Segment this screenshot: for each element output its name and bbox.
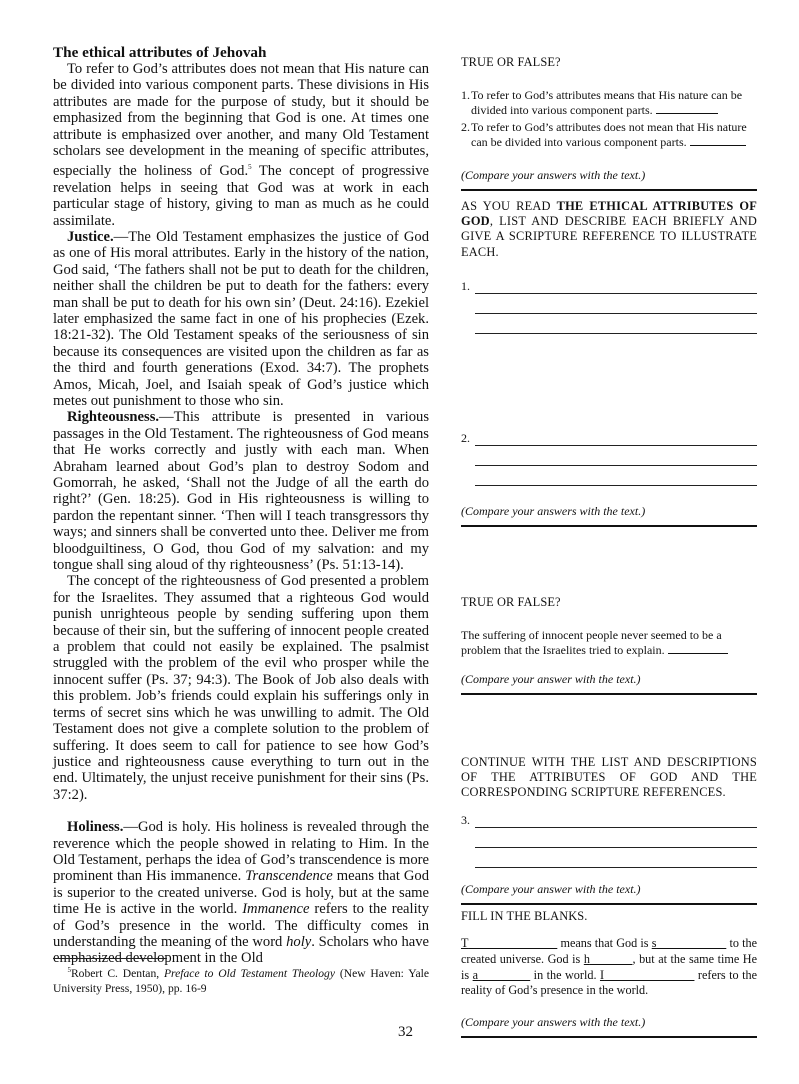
true-false-title: TRUE OR FALSE? <box>461 594 561 609</box>
fill-text: means that God is <box>557 936 652 951</box>
answer-number: 3. <box>461 813 470 828</box>
item-text: To refer to God’s attributes does not mean that His nature can be divided into various component parts. <box>471 120 747 149</box>
blank-hint: I <box>599 967 605 982</box>
holiness-text: . Scholars who have emphasized development in the Old <box>53 933 429 967</box>
answer-line[interactable] <box>461 314 757 334</box>
compare-note: (Compare your answers with the text.) <box>461 503 646 518</box>
holiness-text: refers to the reality of God’s presence in the world. The difficulty comes in understanding the meaning of the word <box>53 901 429 950</box>
instr-bold: THE ETHICAL ATTRIBUTES OF GOD <box>461 199 757 229</box>
item-text: To refer to God’s attributes means that His nature can be divided into various component parts. <box>471 88 743 117</box>
footnote-publication: (New Haven: Yale University Press, 1950), pp. 16-9 <box>53 966 429 995</box>
holiness-paragraph <box>53 819 429 967</box>
answer-line[interactable] <box>461 274 757 294</box>
answer-number: 1. <box>461 278 470 293</box>
blank-active[interactable] <box>473 968 531 982</box>
true-false-section-2 <box>461 595 757 695</box>
answer-number: 2. <box>461 430 470 445</box>
section-heading: The ethical attributes of Jehovah <box>53 44 267 61</box>
item-number: 1. <box>461 88 470 102</box>
compare-note: (Compare your answer with the text.) <box>461 671 641 686</box>
true-false-item-1 <box>461 88 757 118</box>
section-divider <box>461 189 757 191</box>
holiness-text: —God is holy. His holiness is revealed through the reverence which the people showed in relating to Him. In the Old Testament, perhaps the idea of God’s transcendence is more prominent than His immanence. <box>53 819 429 885</box>
blank-hint: T <box>461 936 469 951</box>
list-section-1 <box>461 199 757 527</box>
true-false-item-2 <box>461 120 757 150</box>
blank-hint: h <box>583 952 590 967</box>
answer-line[interactable] <box>461 848 757 868</box>
statement-text: The suffering of innocent people never seemed to be a problem that the Israelites tried to explain. <box>461 627 722 657</box>
answer-line[interactable] <box>461 828 757 848</box>
answer-blank-3[interactable] <box>668 643 728 654</box>
fill-text: in the world. <box>530 967 600 982</box>
holiness-label: Holiness. <box>67 819 124 836</box>
answer-line[interactable] <box>461 466 757 486</box>
answer-line[interactable] <box>461 446 757 466</box>
main-text-column <box>53 44 429 967</box>
spacer <box>461 334 757 426</box>
problem-paragraph: The concept of the righteousness of God presented a problem for the Israelites. They assumed that a righteous God would punish unrighteous people by sending suffering upon them because of their sin, but the suffering of innocent people created a problem that could not easily be explained. The psalmist struggled with the problem of the evil who prosper while the innocent suffer (Ps. 37; 94:3). The Book of Job also deals with this problem. Job’s friends could explain his sufferings only in terms of secret sins which he was unwilling to admit. The Old Testament does not give a complete solution to the problem of suffering. It does seem to call for patience to see how God’s justice and righteousness cause everything to turn out in the end. Ultimately, the unjust receive punishment for their sins (Ps. 37:2). <box>53 573 429 803</box>
blank-hint: a <box>472 967 479 982</box>
fill-in-text <box>461 936 757 998</box>
page-number: 32 <box>398 1024 413 1040</box>
fill-text: , but at the same time He is <box>461 952 757 982</box>
blank-superior[interactable] <box>652 936 727 950</box>
section-divider <box>461 693 757 695</box>
instructions: CONTINUE WITH THE LIST AND DESCRIPTIONS OF THE ATTRIBUTES OF GOD AND THE CORRESPONDING SCRIPTURE REFERENCES. <box>461 754 757 800</box>
righteousness-text: —This attribute is presented in various passages in the Old Testament. The righteousness of God means that He works correctly and justly with each man. When Abraham learned about God’s plan to destroy Sodom and Gomorrah, he asked, ‘Shall not the Judge of all the earth do right?’ (Gen. 18:25). God in His righteousness is willing to pardon the repentant sinner. ‘Then will I teach transgressors thy ways; and sinners shall be converted unto thee. Deliver me from bloodguiltiness, O God, thou God of my salvation: and my tongue shall sing aloud of thy righteousness’ (Ps. 51:13-14). <box>53 409 429 574</box>
holiness-text: means that God is superior to the created universe. God is holy, but at the same time He is active in the world. <box>53 868 430 918</box>
term-transcendence: Transcendence <box>245 868 333 885</box>
blank-holy[interactable] <box>584 952 633 966</box>
footnote-ref[interactable]: 5 <box>248 163 252 172</box>
compare-note: (Compare your answers with the text.) <box>461 168 646 182</box>
footnote <box>53 963 429 996</box>
fill-text: to the created universe. God is <box>461 936 758 967</box>
intro-text-tail: The concept of progressive revelation helps in seeing that God was at work in each particular stage of history, giving to man as much as he could assimilate. <box>53 163 429 229</box>
blank-immanence[interactable] <box>600 968 694 982</box>
instructions <box>461 199 757 260</box>
fill-text: refers to the reality of God’s presence in the world. <box>461 967 757 998</box>
section-divider <box>461 903 757 905</box>
answer-blank-1[interactable] <box>656 103 718 114</box>
intro-paragraph <box>53 61 429 229</box>
answer-3 <box>461 808 757 868</box>
fill-in-blanks-section <box>461 909 757 1037</box>
true-false-title: TRUE OR FALSE? <box>461 55 561 69</box>
footnote-number: 5 <box>67 966 71 974</box>
answer-blank-2[interactable] <box>690 135 746 146</box>
righteousness-label: Righteousness. <box>67 409 160 426</box>
blank-transcendence[interactable] <box>461 936 557 950</box>
instr-text: AS YOU READ <box>461 199 557 213</box>
answer-2 <box>461 426 757 486</box>
term-immanence: Immanence <box>242 901 310 918</box>
item-number: 2. <box>461 120 470 134</box>
intro-text: To refer to God’s attributes does not mean that His nature can be divided into various component parts. These divisions in His attributes are made for the purpose of study, but it should be emphasized from the beginning that God is one. At times one attribute is emphasized over another, and many Old Testament scholars see development in the meaning of specific attributes, especially the holiness of God. <box>53 61 429 180</box>
study-guide-column <box>461 50 757 1038</box>
compare-note: (Compare your answers with the text.) <box>461 1014 646 1029</box>
section-divider <box>461 1036 757 1038</box>
fill-in-title: FILL IN THE BLANKS. <box>461 909 588 924</box>
answer-line[interactable] <box>461 426 757 446</box>
true-false-statement <box>461 628 757 658</box>
section-divider <box>461 525 757 527</box>
justice-label: Justice. <box>67 228 114 245</box>
term-holy: holy <box>286 933 312 950</box>
footnote-author: Robert C. Dentan, <box>70 966 164 980</box>
list-section-2 <box>461 755 757 906</box>
compare-note: (Compare your answer with the text.) <box>461 882 641 897</box>
justice-text: —The Old Testament emphasizes the justice of God as one of His moral attributes. Early in the history of the nation, God said, ‘The fathers shall not be put to death for the children, neither shall the children be put to death for the fathers: every man shall be put to death for his own sin’ (Deut. 24:16). Ezekiel later emphasized the same fact in one of his prophecies (Ezek. 18:21-32). The Old Testament speaks of the seriousness of sin because its consequences are visited upon the children as far as the third and fourth generations (Exod. 34:7). The prophets Amos, Micah, Joel, and Isaiah speak of God’s justice which metes out punishment to those who sin. <box>53 228 429 409</box>
righteousness-paragraph <box>53 409 429 573</box>
blank-hint: s <box>651 936 657 951</box>
footnote-divider <box>53 958 167 959</box>
justice-paragraph <box>53 229 429 409</box>
answer-line[interactable] <box>461 808 757 828</box>
instr-text: , LIST AND DESCRIBE EACH BRIEFLY AND GIVE A SCRIPTURE REFERENCE TO ILLUSTRATE EACH. <box>461 214 757 259</box>
answer-1 <box>461 274 757 334</box>
answer-line[interactable] <box>461 294 757 314</box>
footnote-title: Preface to Old Testament Theology <box>163 966 336 980</box>
true-false-section-1 <box>461 55 757 191</box>
paragraph-gap <box>53 803 429 819</box>
